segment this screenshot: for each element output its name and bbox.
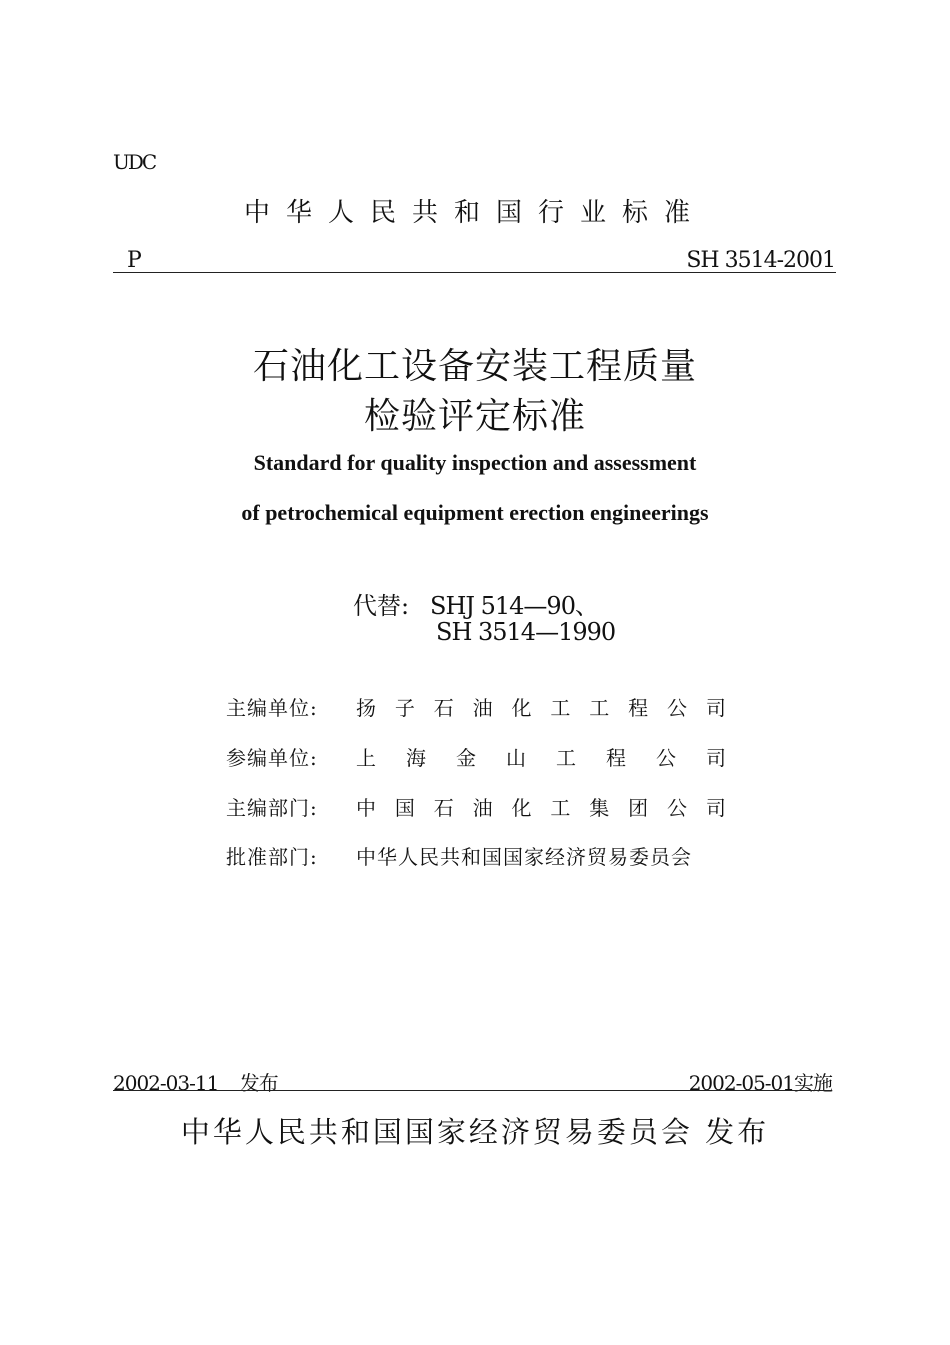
issue-label: 发布 (239, 1071, 278, 1095)
org-row-approving-department (226, 841, 726, 871)
implement-date-line (689, 1067, 832, 1096)
title-cn-line2: 检验评定标准 (363, 396, 586, 437)
org-char: 公 (656, 746, 676, 770)
org-char: 石 (433, 696, 454, 720)
org-char: 工 (550, 696, 571, 720)
standard-type-heading: 中华人民共和国行业标准 (243, 198, 706, 228)
org-char: 山 (506, 746, 526, 770)
title-en-line2: of petrochemical equipment erection engineerings (241, 500, 709, 525)
replaces-line2: SH 3514—1990 (436, 618, 616, 646)
publisher-action: 发布 (705, 1115, 770, 1149)
classification-code: P (127, 248, 142, 273)
publisher-name: 中华人民共和国国家经济贸易委员会 (180, 1115, 693, 1149)
replaces-label: 代替: (353, 592, 410, 620)
replaces-line1: SHJ 514—90、 (430, 592, 598, 620)
org-char: 程 (606, 746, 626, 770)
udc-label: UDC (113, 150, 156, 174)
org-char: 子 (394, 696, 415, 720)
title-cn-line1: 石油化工设备安装工程质量 (252, 346, 697, 387)
org-label: 主编部门: (226, 796, 318, 820)
issue-date-line (113, 1067, 278, 1096)
org-char: 工 (589, 696, 610, 720)
org-char: 程 (628, 696, 649, 720)
org-row-co-editor (226, 742, 726, 772)
org-row-chief-department (226, 792, 726, 822)
org-char: 集 (589, 796, 610, 820)
org-char: 工 (556, 746, 576, 770)
header-divider (113, 272, 836, 273)
footer-divider (113, 1090, 832, 1091)
org-char: 油 (472, 696, 493, 720)
org-value (356, 692, 726, 721)
org-label: 主编单位: (226, 696, 318, 720)
org-char: 工 (550, 796, 571, 820)
org-row-chief-editor (226, 692, 726, 722)
org-char: 金 (456, 746, 476, 770)
org-value: 中华人民共和国国家经济贸易委员会 (356, 845, 692, 869)
org-char: 国 (394, 796, 415, 820)
issue-date: 2002-03-11 (113, 1071, 219, 1095)
org-char: 化 (511, 796, 532, 820)
org-char: 团 (628, 796, 649, 820)
org-char: 司 (705, 796, 726, 820)
org-char: 海 (406, 746, 426, 770)
standard-number: SH 3514-2001 (686, 248, 835, 273)
org-label: 参编单位: (226, 746, 318, 770)
org-value (356, 792, 726, 821)
org-char: 上 (356, 746, 376, 770)
org-char: 化 (511, 696, 532, 720)
org-char: 中 (356, 796, 376, 820)
implement-date: 2002-05-01 (688, 1071, 794, 1095)
org-char: 石 (433, 796, 454, 820)
org-char: 公 (667, 796, 687, 820)
org-char: 司 (705, 696, 726, 720)
org-value (356, 742, 726, 771)
org-label: 批准部门: (226, 845, 318, 869)
org-char: 扬 (356, 696, 376, 720)
org-char: 油 (472, 796, 493, 820)
org-char: 司 (706, 746, 726, 770)
publisher-line (0, 1110, 950, 1151)
title-en-line1: Standard for quality inspection and assessment (253, 450, 697, 475)
implement-label: 实施 (794, 1071, 832, 1095)
org-char: 公 (667, 696, 687, 720)
